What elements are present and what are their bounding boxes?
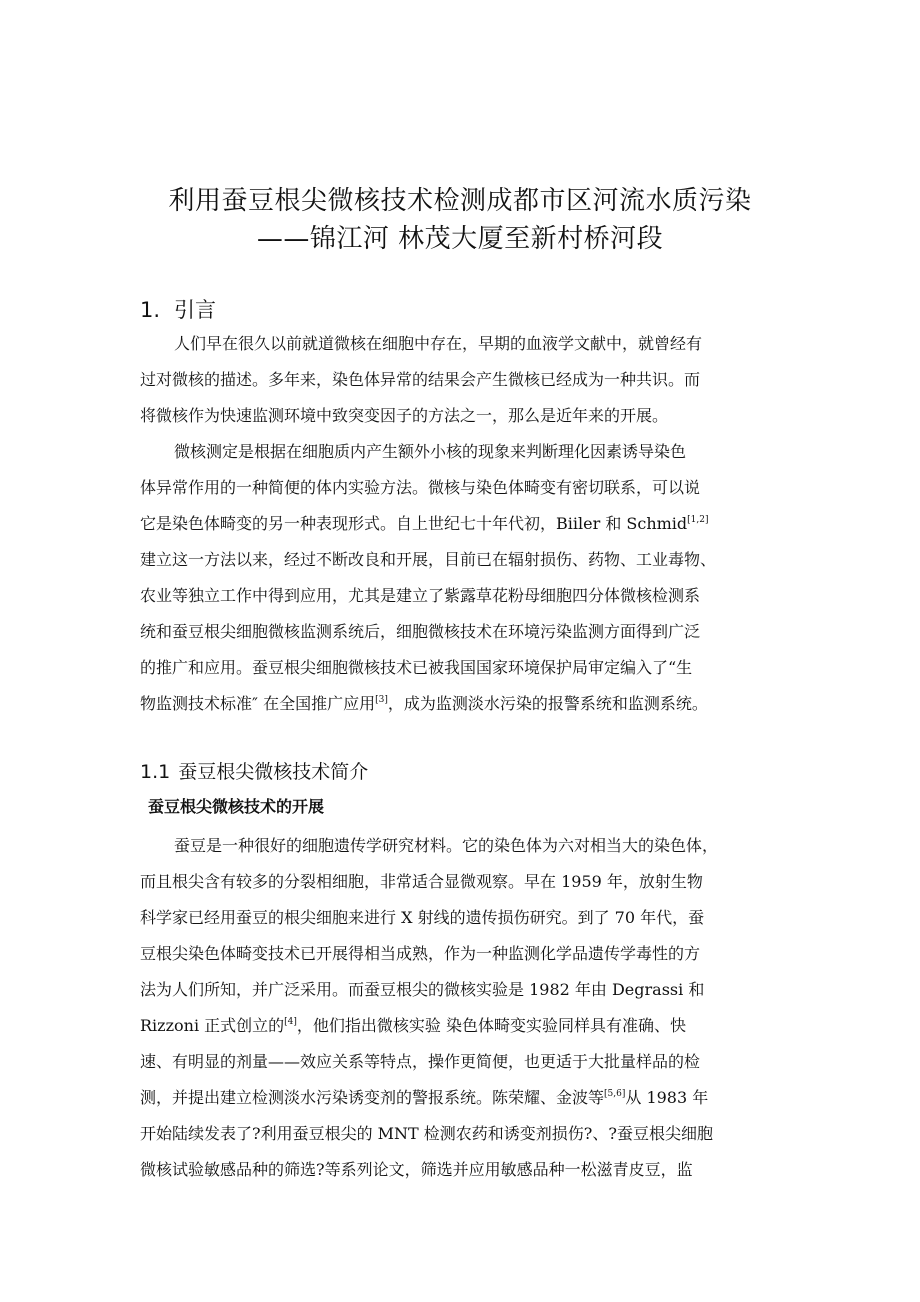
- line-text: Rizzoni 正式创立的: [140, 1016, 285, 1035]
- paragraph-line: 人们早在很久以前就道微核在细胞中存在，早期的血液学文献中，就曾经有: [174, 334, 703, 353]
- section-heading-introduction: [140, 294, 216, 326]
- section-title: 引言: [174, 298, 217, 322]
- line-text: ，他们指出微核实验 染色体畸变实验同样具有准确、快: [296, 1016, 687, 1035]
- line-text: 从 1983 年: [625, 1088, 709, 1107]
- paragraph-line: 建立这一方法以来，经过不断改良和开展，目前已在辐射损伤、药物、工业毒物、: [140, 550, 717, 569]
- paragraph-line: 开始陆续发表了?利用蚕豆根尖的 MNT 检测农药和诱变剂损伤?、?蚕豆根尖细胞: [140, 1124, 713, 1143]
- paragraph-line: 过对微核的描述。多年来，染色体异常的结果会产生微核已经成为一种共识。而: [140, 370, 701, 389]
- paragraph-line: 蚕豆是一种很好的细胞遗传学研究材料。它的染色体为六对相当大的染色体，: [174, 836, 719, 855]
- sub-subsection-heading: 蚕豆根尖微核技术的开展: [148, 797, 325, 816]
- document-title-line-2: ——锦江河 林茂大厦至新村桥河段: [256, 224, 664, 254]
- subsection-number: 1.1: [140, 761, 171, 783]
- citation-ref: [4]: [284, 1017, 297, 1027]
- subsection-heading: [140, 757, 368, 787]
- paragraph-line: 豆根尖染色体畸变技术已开展得相当成熟，作为一种监测化学品遗传学毒性的方: [140, 944, 701, 963]
- paragraph-line: 统和蚕豆根尖细胞微核监测系统后，细胞微核技术在环境污染监测方面得到广泛: [140, 622, 701, 641]
- paragraph-line: 而且根尖含有较多的分裂相细胞，非常适合显微观察。早在 1959 年，放射生物: [140, 872, 703, 891]
- paragraph-line: 速、有明显的剂量——效应关系等特点，操作更简便，也更适于大批量样品的检: [140, 1052, 701, 1071]
- citation-ref: [5,6]: [604, 1089, 626, 1099]
- paragraph-line: [140, 692, 780, 716]
- paragraph-line: 微核试验敏感品种的筛选?等系列论文，筛选并应用敏感品种一松滋青皮豆，监: [140, 1160, 693, 1179]
- line-text: 测，并提出建立检测淡水污染诱变剂的警报系统。陈荣耀、金波等: [140, 1088, 605, 1107]
- paragraph-line: [140, 1014, 780, 1038]
- paragraph-line: 的推广和应用。蚕豆根尖细胞微核技术已被我国国家环境保护局审定编入了“生: [140, 658, 693, 677]
- paragraph-line: [140, 1086, 780, 1110]
- paragraph-line: 将微核作为快速监测环境中致突变因子的方法之一，那么是近年来的开展。: [140, 406, 669, 425]
- document-title-line-1: 利用蚕豆根尖微核技术检测成都市区河流水质污染: [168, 186, 752, 216]
- paragraph-line: 微核测定是根据在细胞质内产生额外小核的现象来判断理化因素诱导染色: [174, 442, 687, 461]
- line-text: 它是染色体畸变的另一种表现形式。自上世纪七十年代初，Biiler 和 Schmid: [140, 514, 688, 533]
- citation-ref: [1,2]: [687, 515, 709, 525]
- subsection-title: 蚕豆根尖微核技术简介: [178, 761, 369, 783]
- paragraph-line: 法为人们所知，并广泛采用。而蚕豆根尖的微核实验是 1982 年由 Degrassi 和: [140, 980, 705, 999]
- citation-ref: [3]: [375, 695, 388, 705]
- paragraph-line: [140, 512, 780, 536]
- paragraph-line: 体异常作用的一种简便的体内实验方法。微核与染色体畸变有密切联系，可以说: [140, 478, 701, 497]
- section-number: 1.: [140, 298, 161, 322]
- paragraph-line: 农业等独立工作中得到应用，尤其是建立了紫露草花粉母细胞四分体微核检测系: [140, 586, 701, 605]
- paragraph-line: 科学家已经用蚕豆的根尖细胞来进行 X 射线的遗传损伤研究。到了 70 年代，蚕: [140, 908, 705, 927]
- line-text: ，成为监测淡水污染的报警系统和监测系统。: [387, 694, 708, 713]
- line-text: 物监测技术标准″ 在全国推广应用: [140, 694, 376, 713]
